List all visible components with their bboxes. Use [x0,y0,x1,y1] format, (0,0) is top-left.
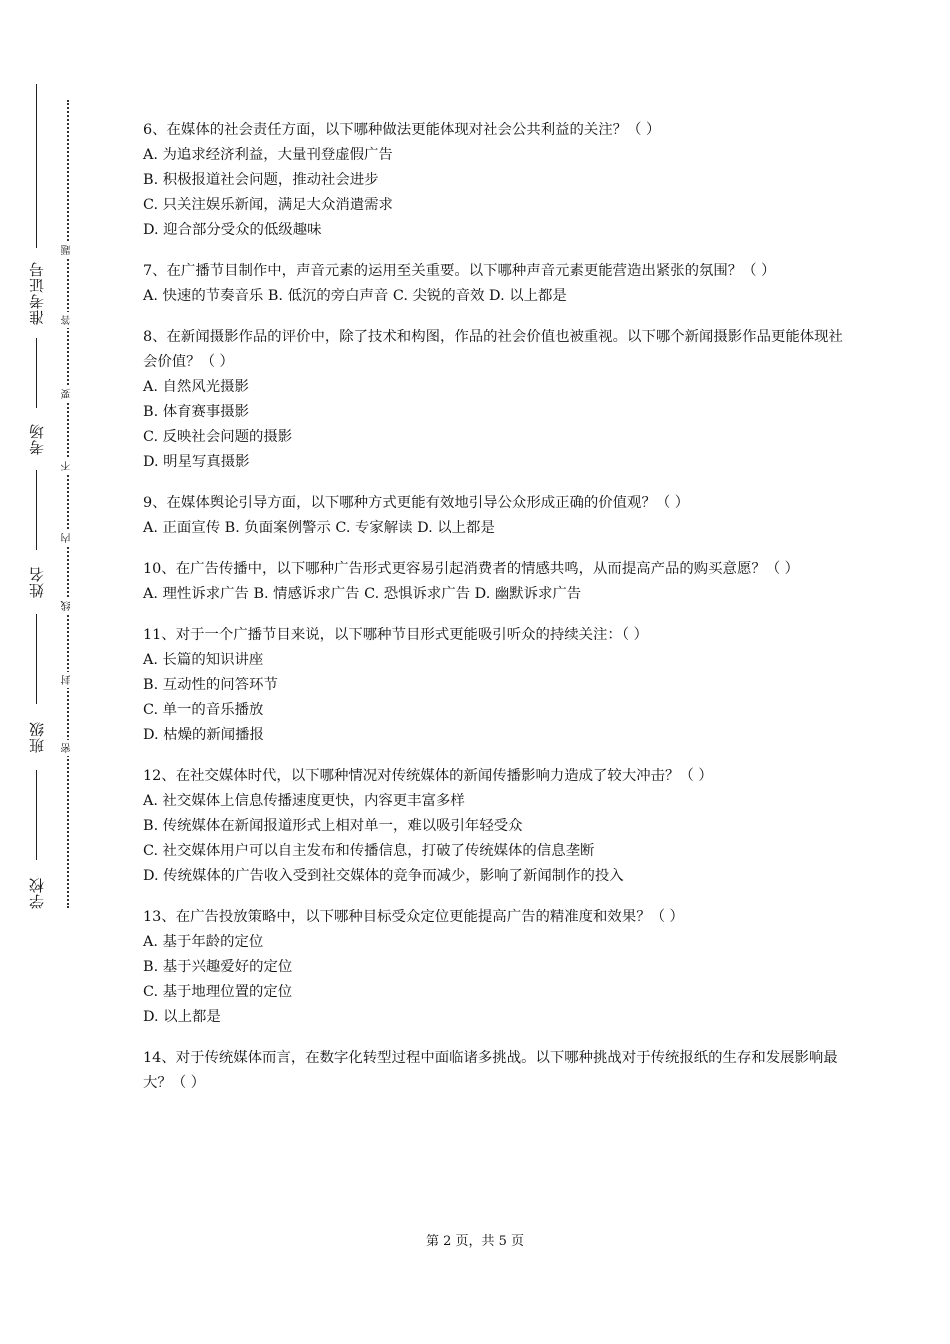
option-c: C. 社交媒体用户可以自主发布和传播信息，打破了传统媒体的信息垄断 [143,843,595,859]
option-b: B. 传统媒体在新闻报道形式上相对单一，难以吸引年轻受众 [143,818,523,834]
seal-char: 不 [60,458,76,474]
page-footer: 第 2 页，共 5 页 [425,1234,525,1249]
seal-char: 题 [60,242,76,258]
field-line-exam-room [36,338,37,408]
option-a: A. 长篇的知识讲座 [143,652,264,668]
option-d: D. 枯燥的新闻播报 [143,727,264,743]
option-d: D. 明星写真摄影 [143,454,250,470]
question-7 [143,259,843,309]
option-line: A. 快速的节奏音乐 B. 低沉的旁白声音 C. 尖锐的音效 D. 以上都是 [143,288,567,304]
seal-char: 答 [60,312,76,328]
option-d: D. 以上都是 [143,1009,221,1025]
question-stem: 9、在媒体舆论引导方面，以下哪种方式更能有效地引导公众形成正确的价值观？（ ） [143,495,690,511]
question-11 [143,623,843,748]
option-line: A. 正面宣传 B. 负面案例警示 C. 专家解读 D. 以上都是 [143,520,495,536]
option-b: B. 积极报道社会问题，推动社会进步 [143,172,379,188]
field-line-admission-number [36,84,37,248]
question-stem: 8、在新闻摄影作品的评价中，除了技术和构图，作品的社会价值也被重视。以下哪个新闻摄影作品更能体现社会价值？（ ） [143,329,843,370]
seal-dotted-line [67,100,69,908]
option-d: D. 传统媒体的广告收入受到社交媒体的竞争而减少，影响了新闻制作的投入 [143,868,624,884]
option-a: A. 基于年龄的定位 [143,934,264,950]
field-line-name [36,470,37,550]
field-label-school: 学校 [28,877,46,909]
question-stem: 7、在广播节目制作中，声音元素的运用至关重要。以下哪种声音元素更能营造出紧张的氛围？（ ） [143,263,776,279]
option-line: A. 理性诉求广告 B. 情感诉求广告 C. 恐惧诉求广告 D. 幽默诉求广告 [143,586,582,602]
option-c: C. 单一的音乐播放 [143,702,264,718]
question-10 [143,557,843,607]
question-9 [143,491,843,541]
option-a: A. 为追求经济利益，大量刊登虚假广告 [143,147,393,163]
option-b: B. 互动性的问答环节 [143,677,278,693]
field-label-class: 班级 [28,721,46,753]
question-13 [143,905,843,1030]
option-c: C. 只关注娱乐新闻，满足大众消遣需求 [143,197,393,213]
seal-char: 内 [60,530,76,546]
question-stem: 13、在广告投放策略中，以下哪种目标受众定位更能提高广告的精准度和效果？（ ） [143,909,684,925]
question-stem: 14、对于传统媒体而言，在数字化转型过程中面临诸多挑战。以下哪种挑战对于传统报纸的生存和发展影响最大？（ ） [143,1050,838,1091]
question-stem: 10、在广告传播中，以下哪种广告形式更容易引起消费者的情感共鸣，从而提高产品的购买意愿？（ ） [143,561,800,577]
option-a: A. 社交媒体上信息传播速度更快，内容更丰富多样 [143,793,465,809]
seal-char: 线 [60,598,76,614]
option-d: D. 迎合部分受众的低级趣味 [143,222,322,238]
option-a: A. 自然风光摄影 [143,379,249,395]
seal-char: 密 [60,740,76,756]
question-8 [143,325,843,475]
option-c: C. 反映社会问题的摄影 [143,429,293,445]
field-label-exam-room: 考场 [28,423,46,455]
field-label-name: 姓名 [28,566,46,598]
field-line-class [36,614,37,704]
question-stem: 6、在媒体的社会责任方面，以下哪种做法更能体现对社会公共利益的关注？（ ） [143,122,661,138]
question-stem: 11、对于一个广播节目来说，以下哪种节目形式更能吸引听众的持续关注：（ ） [143,627,648,643]
question-6 [143,118,843,243]
field-line-school [36,770,37,860]
seal-char: 封 [60,672,76,688]
seal-char: 要 [60,386,76,402]
binding-margin [0,0,90,1344]
option-c: C. 基于地理位置的定位 [143,984,293,1000]
field-label-admission-number: 准考证号 [28,261,46,325]
option-b: B. 基于兴趣爱好的定位 [143,959,293,975]
question-list [143,118,843,1112]
question-14 [143,1046,843,1096]
question-stem: 12、在社交媒体时代，以下哪种情况对传统媒体的新闻传播影响力造成了较大冲击？（ ） [143,768,713,784]
question-12 [143,764,843,889]
option-b: B. 体育赛事摄影 [143,404,250,420]
